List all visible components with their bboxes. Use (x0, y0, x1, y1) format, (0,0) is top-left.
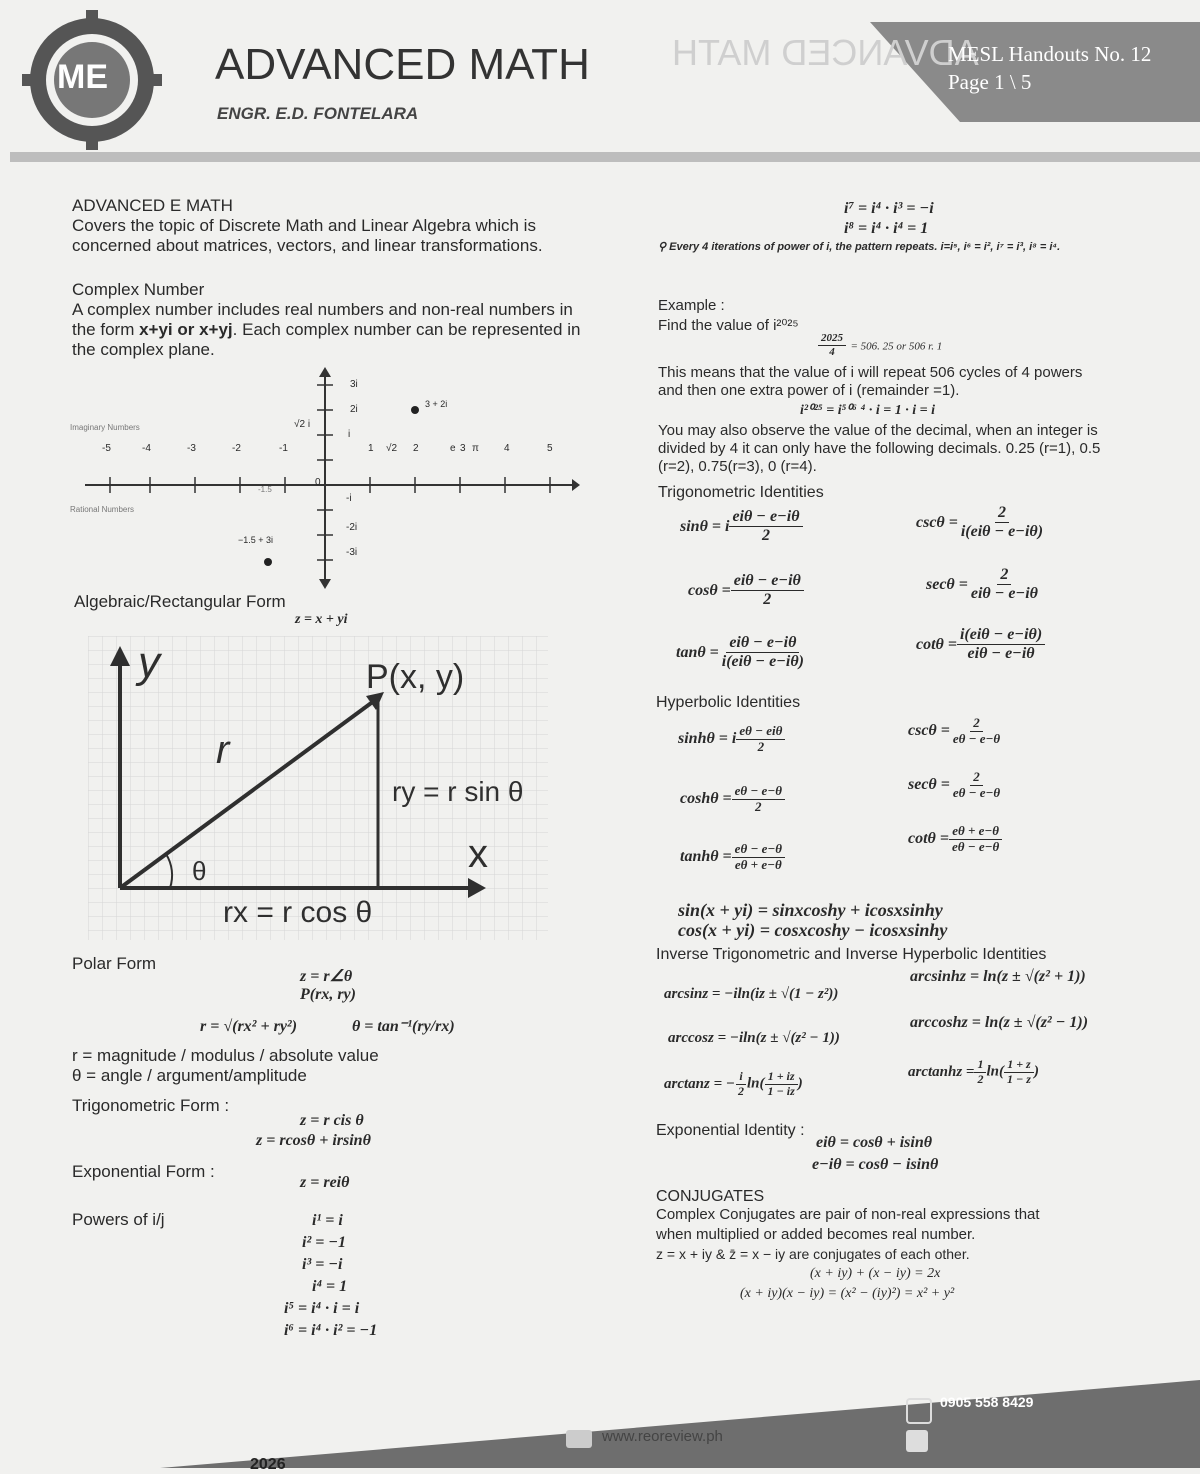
x-tick-e: e (450, 443, 456, 454)
coth-fraction (949, 824, 1002, 855)
point-3-plus-2i-label: 3 + 2i (425, 399, 448, 409)
handout-number: MESL Handouts No. 12 (948, 42, 1152, 66)
csc-num: 2 (995, 504, 1009, 523)
power-i6: i⁶ = i⁴ · i² = −1 (284, 1322, 378, 1339)
cosh-den: 2 (755, 798, 762, 814)
arctan-ln: ln( (746, 1075, 765, 1092)
sec-identity (926, 566, 1041, 604)
hyperbolic-identities-title: Hyperbolic Identities (656, 694, 801, 711)
arcsin-identity: arcsinz = −iln(iz ± √(1 − z²)) (664, 986, 839, 1002)
header (0, 0, 1200, 160)
polar-form-title: Polar Form (72, 954, 157, 973)
sin-lhs: sinθ = i (680, 517, 730, 535)
ghost-title: ADVANCED MATH (672, 32, 979, 73)
imaginary-numbers-label: Imaginary Numbers (70, 423, 140, 432)
arccos-identity: arccosz = −iln(z ± √(z² − 1)) (668, 1030, 840, 1046)
sketch-ry-label: ry = r sin θ (392, 776, 524, 807)
trig-identities-title: Trigonometric Identities (658, 484, 824, 501)
footer (0, 1348, 1200, 1473)
facebook-icon (906, 1430, 928, 1452)
complex-desc-a: A complex number includes real numbers and non-real numbers in the form (72, 300, 573, 339)
sech-identity (908, 770, 1003, 801)
y-tick-neg2i: -2i (346, 522, 358, 533)
arcsinh-identity: arcsinhz = ln(z ± √(z² + 1)) (910, 968, 1086, 985)
conjugates-text-3: z = x + iy & z̄ = x − iy are conjugates of each other. (656, 1246, 970, 1262)
sketch-x-label: x (468, 832, 488, 876)
sec-den: eiθ − e−iθ (970, 585, 1038, 603)
arctanh-num: 1 + z (1004, 1058, 1034, 1073)
arctanh-den: 1 − z (1007, 1071, 1031, 1086)
coth-identity (908, 824, 1002, 855)
sin-den: 2 (761, 527, 770, 545)
cos-lhs: cosθ = (688, 581, 731, 599)
complex-desc-form: x+yi or x+yj (139, 320, 233, 339)
sec-fraction (968, 566, 1041, 604)
example-division-result: = 506. 25 or 506 r. 1 (850, 340, 943, 353)
example-explanation: This means that the value of i will repeat 506 cycles of 4 powers and then one extra power of i (remainder =1). (658, 364, 1083, 399)
cos-den: 2 (763, 591, 772, 609)
complex-desc (72, 300, 592, 360)
power-i1: i¹ = i (312, 1212, 343, 1229)
x-tick-zero: 0 (315, 477, 321, 488)
tan-fraction (719, 634, 807, 672)
conjugates-title: CONJUGATES (656, 1188, 765, 1205)
cosh-lhs: coshθ = (680, 790, 732, 808)
arctanh-ln: ln( (986, 1063, 1004, 1080)
arctan-fraction (765, 1070, 798, 1099)
sech-den: eθ − e−θ (952, 784, 1001, 800)
footer-year: 2026 (250, 1456, 286, 1473)
arctanh-fraction (1004, 1058, 1034, 1087)
power-i5: i⁵ = i⁴ · i = i (284, 1300, 360, 1317)
sin-fraction (729, 508, 802, 546)
example-fraction (818, 332, 846, 358)
rect-form-title: Algebraic/Rectangular Form (74, 592, 286, 611)
point-neg1p5-plus-3i-label: −1.5 + 3i (238, 535, 274, 545)
x-tick-pi: π (472, 443, 479, 454)
y-tick-sqrt2i: √2 i (294, 419, 311, 430)
sech-num: 2 (970, 770, 983, 786)
arctan-den: 1 − iz (767, 1083, 795, 1098)
logo-text: ME (57, 58, 108, 96)
example-equation: i²⁰²⁵ = i⁵⁰⁶ ⁴ · i = 1 · i = i (800, 403, 935, 418)
arctanh-coef (974, 1058, 986, 1087)
power-i2: i² = −1 (302, 1234, 347, 1251)
cot-identity (916, 626, 1045, 664)
csch-lhs: cscθ = (908, 722, 950, 740)
power-i7: i⁷ = i⁴ · i³ = −i (844, 200, 934, 217)
footer-website[interactable]: www.reoreview.ph (602, 1428, 723, 1445)
inverse-identities-title: Inverse Trigonometric and Inverse Hyperbolic Identities (656, 946, 1047, 963)
arctan-coef (735, 1070, 747, 1099)
cos-identity (688, 572, 804, 610)
csch-fraction (950, 716, 1003, 747)
x-tick-neg2: -2 (232, 443, 241, 454)
arctan-identity: arctanz = − $\frac{i}{2}$ ln( $\frac{1 + iz}{1 - iz}$ ) (664, 1069, 803, 1098)
tan-den: i(eiθ − e−iθ) (721, 653, 804, 671)
complex-plane (70, 365, 580, 595)
vector-sketch (88, 636, 548, 940)
cot-num: i(eiθ − e−iθ) (957, 626, 1045, 645)
sec-num: 2 (997, 566, 1011, 585)
section-title: ADVANCED E MATH (72, 196, 233, 215)
cosh-num: eθ − e−θ (732, 784, 785, 800)
y-tick-i: i (348, 429, 351, 440)
cos-num: eiθ − e−iθ (731, 572, 804, 591)
sinh-num: eθ − eiθ (736, 724, 785, 740)
globe-icon (566, 1430, 592, 1448)
complex-title: Complex Number (72, 280, 205, 299)
x-tick-sqrt2: √2 (386, 443, 398, 454)
arctanh-lhs: arctanhz = (908, 1063, 975, 1080)
example-title: Example : (658, 297, 725, 314)
sec-lhs: secθ = (926, 575, 968, 593)
exp-form-title: Exponential Form : (72, 1162, 215, 1181)
arctanh-identity: arctanhz = $\frac{1}{2}$ ln( $\frac{1 + z}{1 - z}$ ) (908, 1057, 1039, 1086)
example-fraction-num: 2025 (818, 332, 846, 346)
polar-note-magnitude: r = magnitude / modulus / absolute value (72, 1046, 379, 1065)
sketch-rx-label: rx = r cos θ (223, 896, 373, 929)
conjugate-sum: (x + iy) + (x − iy) = 2x (810, 1266, 941, 1281)
csc-identity (916, 504, 1046, 542)
arctanh-coef-den: 2 (977, 1071, 984, 1086)
arctan-coef-den: 2 (737, 1083, 744, 1098)
polar-note-angle: θ = angle / argument/amplitude (72, 1066, 307, 1085)
power-i3: i³ = −i (302, 1256, 343, 1273)
trig-form-eq1: z = r cis θ (300, 1112, 364, 1129)
complex-plane-axes (80, 365, 580, 595)
csc-fraction (958, 504, 1046, 542)
polar-eq-theta: θ = tan⁻¹(ry/rx) (352, 1018, 455, 1035)
conjugate-product: (x + iy)(x − iy) = (x² − (iy)²) = x² + y² (740, 1286, 955, 1301)
example-division (818, 332, 942, 358)
rect-form-eq: z = x + yi (295, 612, 348, 627)
pattern-tip (658, 240, 1138, 254)
x-tick-1: 1 (368, 443, 374, 454)
sinh-lhs: sinhθ = i (678, 730, 737, 748)
x-tick-neg3: -3 (187, 443, 196, 454)
csch-identity (908, 716, 1003, 747)
tick-neg1p5: -1.5 (258, 485, 272, 494)
y-tick-neg3i: -3i (346, 547, 358, 558)
sin-identity (680, 508, 803, 546)
polar-eq-r: r = √(rx² + ry²) (200, 1018, 298, 1035)
exp-form-eq: z = reiθ (300, 1174, 350, 1191)
logo (22, 10, 162, 150)
page-number: Page 1 \ 5 (948, 70, 1032, 94)
pattern-tip-text: Every 4 iterations of power of i, the pattern repeats. i=i⁵, i⁶ = i², i⁷ = i³, i⁸ = i⁴. (669, 241, 1061, 253)
polar-eq-angle: z = r∠θ (300, 968, 353, 985)
arctan-coef-num: i (736, 1070, 745, 1085)
x-tick-5: 5 (547, 443, 553, 454)
tanh-fraction (732, 842, 785, 873)
cot-lhs: cotθ = (916, 635, 957, 653)
polar-eq-point: P(rx, ry) (300, 986, 356, 1003)
sketch-theta-label: θ (192, 856, 207, 886)
trig-form-eq2: z = rcosθ + irsinθ (256, 1132, 371, 1149)
complex-desc-c: . Each complex number can be represented in the complex plane. (72, 320, 581, 359)
tanh-lhs: tanhθ = (680, 848, 732, 866)
cos-complex-identity: cos(x + yi) = cosxcoshy − icosxsinhy (678, 920, 948, 940)
coth-num: eθ + e−θ (949, 824, 1002, 840)
phone-icon (906, 1398, 932, 1424)
sketch-r-label: r (216, 728, 230, 772)
cot-fraction (957, 626, 1045, 664)
exp-identity-2: e−iθ = cosθ − isinθ (812, 1156, 939, 1173)
sech-fraction (950, 770, 1003, 801)
tan-num: eiθ − e−iθ (726, 634, 799, 653)
tanh-den: eθ + e−θ (734, 856, 782, 872)
footer-phone[interactable]: 0905 558 8429 (940, 1394, 1034, 1410)
example-question: Find the value of i²⁰²⁵ (658, 317, 799, 334)
intro-text: Covers the topic of Discrete Math and Linear Algebra which is concerned about matrices, vectors, and linear transformations. (72, 216, 543, 255)
arctan-lhs: arctanz = − (664, 1075, 735, 1092)
author: ENGR. E.D. FONTELARA (217, 104, 419, 123)
sinh-den: 2 (757, 738, 765, 754)
power-i8: i⁸ = i⁴ · i⁴ = 1 (844, 220, 929, 237)
example-fraction-den: 4 (829, 345, 835, 358)
tan-lhs: tanθ = (676, 643, 719, 661)
cos-fraction (731, 572, 804, 610)
decimal-text: You may also observe the value of the decimal, when an integer is divided by 4 it can only have the following decimals. 0.25 (r=1), 0.5 (r=2), 0.75(r=3), 0 (r=4). (658, 422, 1101, 475)
power-i4: i⁴ = 1 (312, 1278, 348, 1295)
conjugates-text-1: Complex Conjugates are pair of non-real expressions that (656, 1206, 1040, 1223)
cot-den: eiθ − e−iθ (967, 645, 1035, 663)
tan-identity (676, 634, 807, 672)
sech-lhs: secθ = (908, 776, 950, 794)
x-tick-neg4: -4 (142, 443, 151, 454)
exp-identity-title: Exponential Identity : (656, 1122, 805, 1139)
page-title: ADVANCED MATH (215, 40, 590, 89)
sinh-fraction (736, 724, 785, 755)
rational-numbers-label: Rational Numbers (70, 505, 135, 514)
x-tick-3: 3 (460, 443, 466, 454)
cosh-fraction (732, 784, 785, 815)
csch-num: 2 (970, 716, 983, 732)
coth-lhs: cotθ = (908, 830, 949, 848)
x-tick-neg5: -5 (102, 443, 111, 454)
tanh-num: eθ − e−θ (732, 842, 785, 858)
x-tick-neg1: -1 (279, 443, 288, 454)
csc-lhs: cscθ = (916, 513, 958, 531)
csch-den: eθ − e−θ (952, 730, 1001, 746)
sin-num: eiθ − e−iθ (729, 508, 802, 527)
csc-den: i(eiθ − e−iθ) (960, 523, 1044, 541)
y-tick-neg-i: -i (346, 493, 352, 504)
arctan-num: 1 + iz (765, 1070, 798, 1085)
exp-identity-1: eiθ = cosθ + isinθ (816, 1134, 933, 1151)
y-tick-3i: 3i (350, 379, 358, 390)
conjugates-text-2: when multiplied or added becomes real number. (656, 1226, 976, 1243)
arctanh-coef-num: 1 (974, 1058, 986, 1073)
x-tick-4: 4 (504, 443, 510, 454)
arccosh-identity: arccoshz = ln(z ± √(z² − 1)) (910, 1014, 1089, 1031)
x-tick-2: 2 (413, 443, 419, 454)
cosh-identity (680, 784, 785, 815)
sketch-y-label: y (138, 638, 160, 687)
coth-den: eθ − e−θ (951, 838, 1000, 854)
powers-title: Powers of i/j (72, 1210, 165, 1229)
trig-form-title: Trigonometric Form : (72, 1096, 230, 1115)
y-tick-2i: 2i (350, 404, 358, 415)
sin-complex-identity: sin(x + yi) = sinxcoshy + icosxsinhy (678, 900, 943, 920)
tanh-identity (680, 842, 785, 873)
sketch-point-label: P(x, y) (366, 658, 465, 696)
sinh-identity (678, 724, 785, 755)
lightbulb-icon: ⚲ (658, 241, 667, 253)
